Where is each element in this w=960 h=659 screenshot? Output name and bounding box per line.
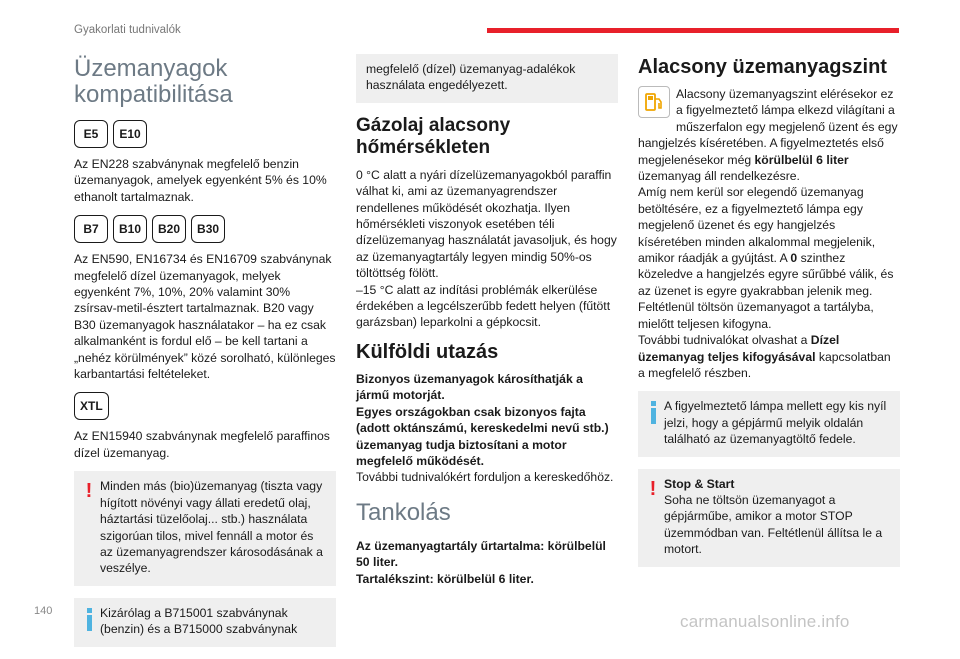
- info-text: Kizárólag a B715001 szabványnak (benzin) és a B715000 szabványnak: [100, 605, 298, 637]
- info-arrow-text: A figyelmeztető lámpa mellett egy kis nyíl jelzi, hogy a gépjármű melyik oldalán található az üzemanyagtöltő fedele.: [664, 399, 887, 447]
- section-title-fuel-compat: Üzemanyagok kompatibilitása: [74, 55, 233, 108]
- info-box-continued: [356, 54, 618, 103]
- low-fuel-text-1-end: üzemanyag áll rendelkezésre.: [638, 169, 800, 184]
- low-fuel-text-2-bold: 0: [790, 251, 798, 266]
- petrol-text: Az EN228 szabványnak megfelelő benzin üzemanyagok, amelyek egyenként 5% és 10% ethanolt tartalmaznak.: [74, 157, 327, 204]
- warning-exclamation-icon: !: [649, 477, 657, 500]
- running-header: Gyakorlati tudnivalók: [74, 24, 181, 36]
- low-fuel-text-4-bold: Dízel üzemanyag teljes kifogyásával: [638, 333, 840, 364]
- tank-capacity: Az üzemanyagtartály űrtartalma: körülbelül 50 liter.: [356, 538, 606, 570]
- reserve-level: Tartalékszint: körülbelül 6 liter.: [356, 571, 534, 586]
- badges-petrol: [74, 120, 336, 148]
- low-fuel-text-2b: szinthez közeledve a hangjelzés egyre sűrűbbé válik, és az üzenet is egyre gyakrabban jelenik meg.: [638, 251, 894, 298]
- page-number: 140: [34, 605, 53, 617]
- diesel-text: Az EN590, EN16734 és EN16709 szabványnak megfelelő dízel üzemanyagok, melyek egyenként 7%, 10%, 20% valamint 30% zsírsav-metil-észtert tartalmaznak. B20 vagy B30 üzemanyagok használatakor – ha ez csak alkalmanként is fordul elő – be kell tartani a „nehéz körülmények” közé sorolható, különleges karbantartási feltételeket.: [74, 252, 336, 382]
- fuel-badge-xtl: XTL: [74, 392, 109, 420]
- fuel-badge-b30: B30: [191, 215, 225, 243]
- fuel-badge-e10: E10: [113, 120, 147, 148]
- low-fuel-text-4a: További tudnivalókat olvashat a: [638, 333, 811, 348]
- warning-exclamation-icon: !: [85, 480, 93, 503]
- xtl-text: Az EN15940 szabványnak megfelelő paraffinos dízel üzemanyag.: [74, 429, 330, 460]
- badges-diesel: [74, 215, 336, 243]
- heading-abroad: Külföldi utazás: [356, 340, 499, 363]
- warning-box-stop-start: [638, 469, 900, 567]
- warning-box-biofuel: [74, 471, 336, 585]
- info-icon: [83, 608, 95, 631]
- low-fuel-text-1: Alacsony üzemanyagszint elérésekor ez a figyelmeztető lámpa elkezd világítani a műszerfalon egy megjelenő üzent és egy hangjelzés kíséretében. A figyelmeztetés első megjelenésekor még: [638, 87, 898, 167]
- column-1: [74, 56, 336, 659]
- cold-text: 0 °C alatt a nyári dízelüzemanyagokból paraffin válhat ki, ami az üzemanyagrendszer rendellenes működését okozhatja. Ilyen hőmérsékleti viszonyok esetében téli dízelüzemanyag használatát javasoljuk, és hogy az üzemanyagtartály legyen mindig 50%-os töltöttség fölött.: [356, 167, 617, 281]
- stop-start-text: Soha ne töltsön üzemanyagot a gépjárműbe, amikor a motor STOP üzemmódban van. Feltétlenül állítsa le a motort.: [664, 492, 883, 557]
- heading-cold-diesel: Gázolaj alacsony hőmérsékleten: [356, 114, 511, 158]
- fuel-badge-b10: B10: [113, 215, 147, 243]
- low-fuel-text-1-bold: körülbelül 6 liter: [754, 152, 849, 167]
- fuel-badge-b7: B7: [74, 215, 108, 243]
- column-3: [638, 56, 900, 579]
- column-2: [356, 54, 618, 597]
- info-icon: [647, 401, 659, 424]
- watermark: carmanualsonline.info: [680, 612, 850, 631]
- warning-text: Minden más (bio)üzemanyag (tiszta vagy hígított növényi vagy állati eredetű olaj, háztartási tüzelőolaj... stb.) használata szigorúan tilos, mivel fennáll a motor és az üzemanyagrendszer károsodásának a veszélye.: [100, 479, 323, 576]
- heading-low-fuel: Alacsony üzemanyagszint: [638, 56, 887, 78]
- info-box-arrow: [638, 391, 900, 456]
- cold-text-2: –15 °C alatt az indítási problémák elkerülése érdekében a legcélszerűbb fedett helyen (fűtött garázsban) leparkolni a gépkocsit.: [356, 282, 611, 330]
- stop-start-title: Stop & Start: [664, 476, 735, 491]
- info-box-additives: [74, 598, 336, 647]
- fuel-warning-lamp-icon: [638, 86, 670, 118]
- abroad-text: További tudnivalókért forduljon a kereskedőhöz.: [356, 470, 614, 485]
- header-accent-bar: [487, 28, 899, 33]
- low-fuel-text-2a: Amíg nem kerül sor elegendő üzemanyag betöltésére, ez a figyelmeztető lámpa egy megjelenő üzenet és egy hangjelzés kíséretében minden alkalommal megjelenik, amikor ráadják a gyújtást. A: [638, 185, 876, 266]
- heading-refuel: Tankolás: [356, 498, 451, 526]
- fuel-badge-b20: B20: [152, 215, 186, 243]
- abroad-bold-text: Bizonyos üzemanyagok károsíthatják a jármű motorját. Egyes országokban csak bizonyos fajta (adott oktánszámú, kereskedelmi nevű stb.) üzemanyag tudja biztosítani a motor megfelelő működését.: [356, 371, 609, 468]
- info-text-continued: megfelelő (dízel) üzemanyag-adalékok használata engedélyezett.: [366, 62, 576, 93]
- low-fuel-text-4b: kapcsolatban a megfelelő részben.: [638, 349, 891, 380]
- badges-xtl: [74, 392, 336, 420]
- low-fuel-text-3: Feltétlenül töltsön üzemanyagot a tartályba, mielőtt teljesen kifogyna.: [638, 300, 874, 331]
- fuel-badge-e5: E5: [74, 120, 108, 148]
